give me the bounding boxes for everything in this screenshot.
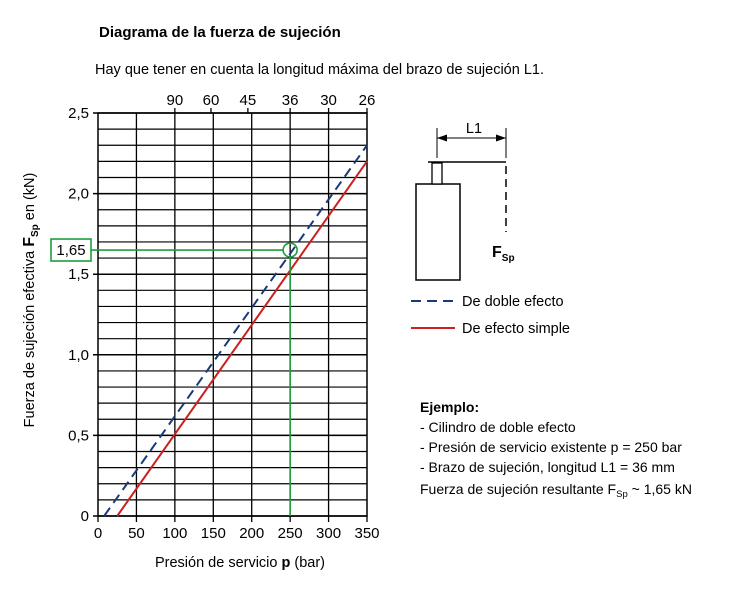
top-tick-label: 45 <box>239 92 257 109</box>
major-gridlines <box>93 113 367 516</box>
legend <box>411 294 570 337</box>
y-tick-label: 2,0 <box>68 185 89 203</box>
example-line: - Brazo de sujeción, longitud L1 = 36 mm <box>420 459 675 475</box>
series-lines <box>104 145 367 516</box>
y-tick-label: 2,5 <box>68 105 89 122</box>
top-tick-label: 36 <box>281 92 299 109</box>
y-axis-label: Fuerza de sujeción efectiva $F_{Sp}$ en (kN) <box>21 172 41 428</box>
x-tick-label: 350 <box>354 525 380 542</box>
arm-length-label: L1 <box>465 121 483 137</box>
x-tick-label: 100 <box>162 525 188 542</box>
cylinder-rod <box>432 163 442 184</box>
x-tick-label: 200 <box>239 525 265 542</box>
top-tick-label: 90 <box>166 92 184 109</box>
legend-label-double: De doble efecto <box>462 294 564 310</box>
dimension-arrow-right <box>496 135 506 142</box>
example-line: - Cilindro de doble efecto <box>420 419 576 435</box>
y-tick-label: 1,5 <box>68 266 89 284</box>
dimension-arrow-left <box>437 135 447 142</box>
x-tick-label: 300 <box>316 525 342 542</box>
x-tick-label: 150 <box>200 525 226 542</box>
top-axis-ticks <box>167 92 376 113</box>
top-tick-label: 26 <box>358 92 376 109</box>
top-tick-label: 30 <box>320 92 337 109</box>
annotation-value-label: 1,65 <box>56 242 86 260</box>
x-axis-ticks <box>94 516 380 542</box>
series-line-double-acting <box>104 145 367 516</box>
y-tick-label: 0 <box>80 508 89 525</box>
x-tick-label: 250 <box>277 525 303 542</box>
top-tick-label: 60 <box>202 92 220 109</box>
y-tick-label: 0,5 <box>68 427 89 445</box>
x-axis-label: Presión de servicio p (bar) <box>154 555 326 571</box>
clamp-cylinder-diagram <box>416 121 515 280</box>
chart-subtitle: Hay que tener en cuenta la longitud máxima del brazo de sujeción L1. <box>95 62 544 78</box>
chart-title: Diagrama de la fuerza de sujeción <box>99 24 341 41</box>
example-result: Fuerza de sujeción resultante $F_{Sp}$ ~ 1,65 kN <box>420 481 692 500</box>
cylinder-body <box>416 184 460 280</box>
example-block <box>420 399 692 500</box>
legend-label-single: De efecto simple <box>462 321 570 337</box>
minor-gridlines <box>98 129 367 500</box>
x-tick-label: 50 <box>128 525 145 542</box>
example-heading: Ejemplo: <box>420 399 480 415</box>
y-tick-label: 1,0 <box>68 346 89 364</box>
force-label: $F_{Sp}$ <box>492 244 515 264</box>
y-axis-ticks <box>68 105 89 525</box>
plot-frame <box>98 113 367 516</box>
x-tick-label: 0 <box>93 525 103 542</box>
example-line: - Presión de servicio existente p = 250 bar <box>420 439 682 455</box>
